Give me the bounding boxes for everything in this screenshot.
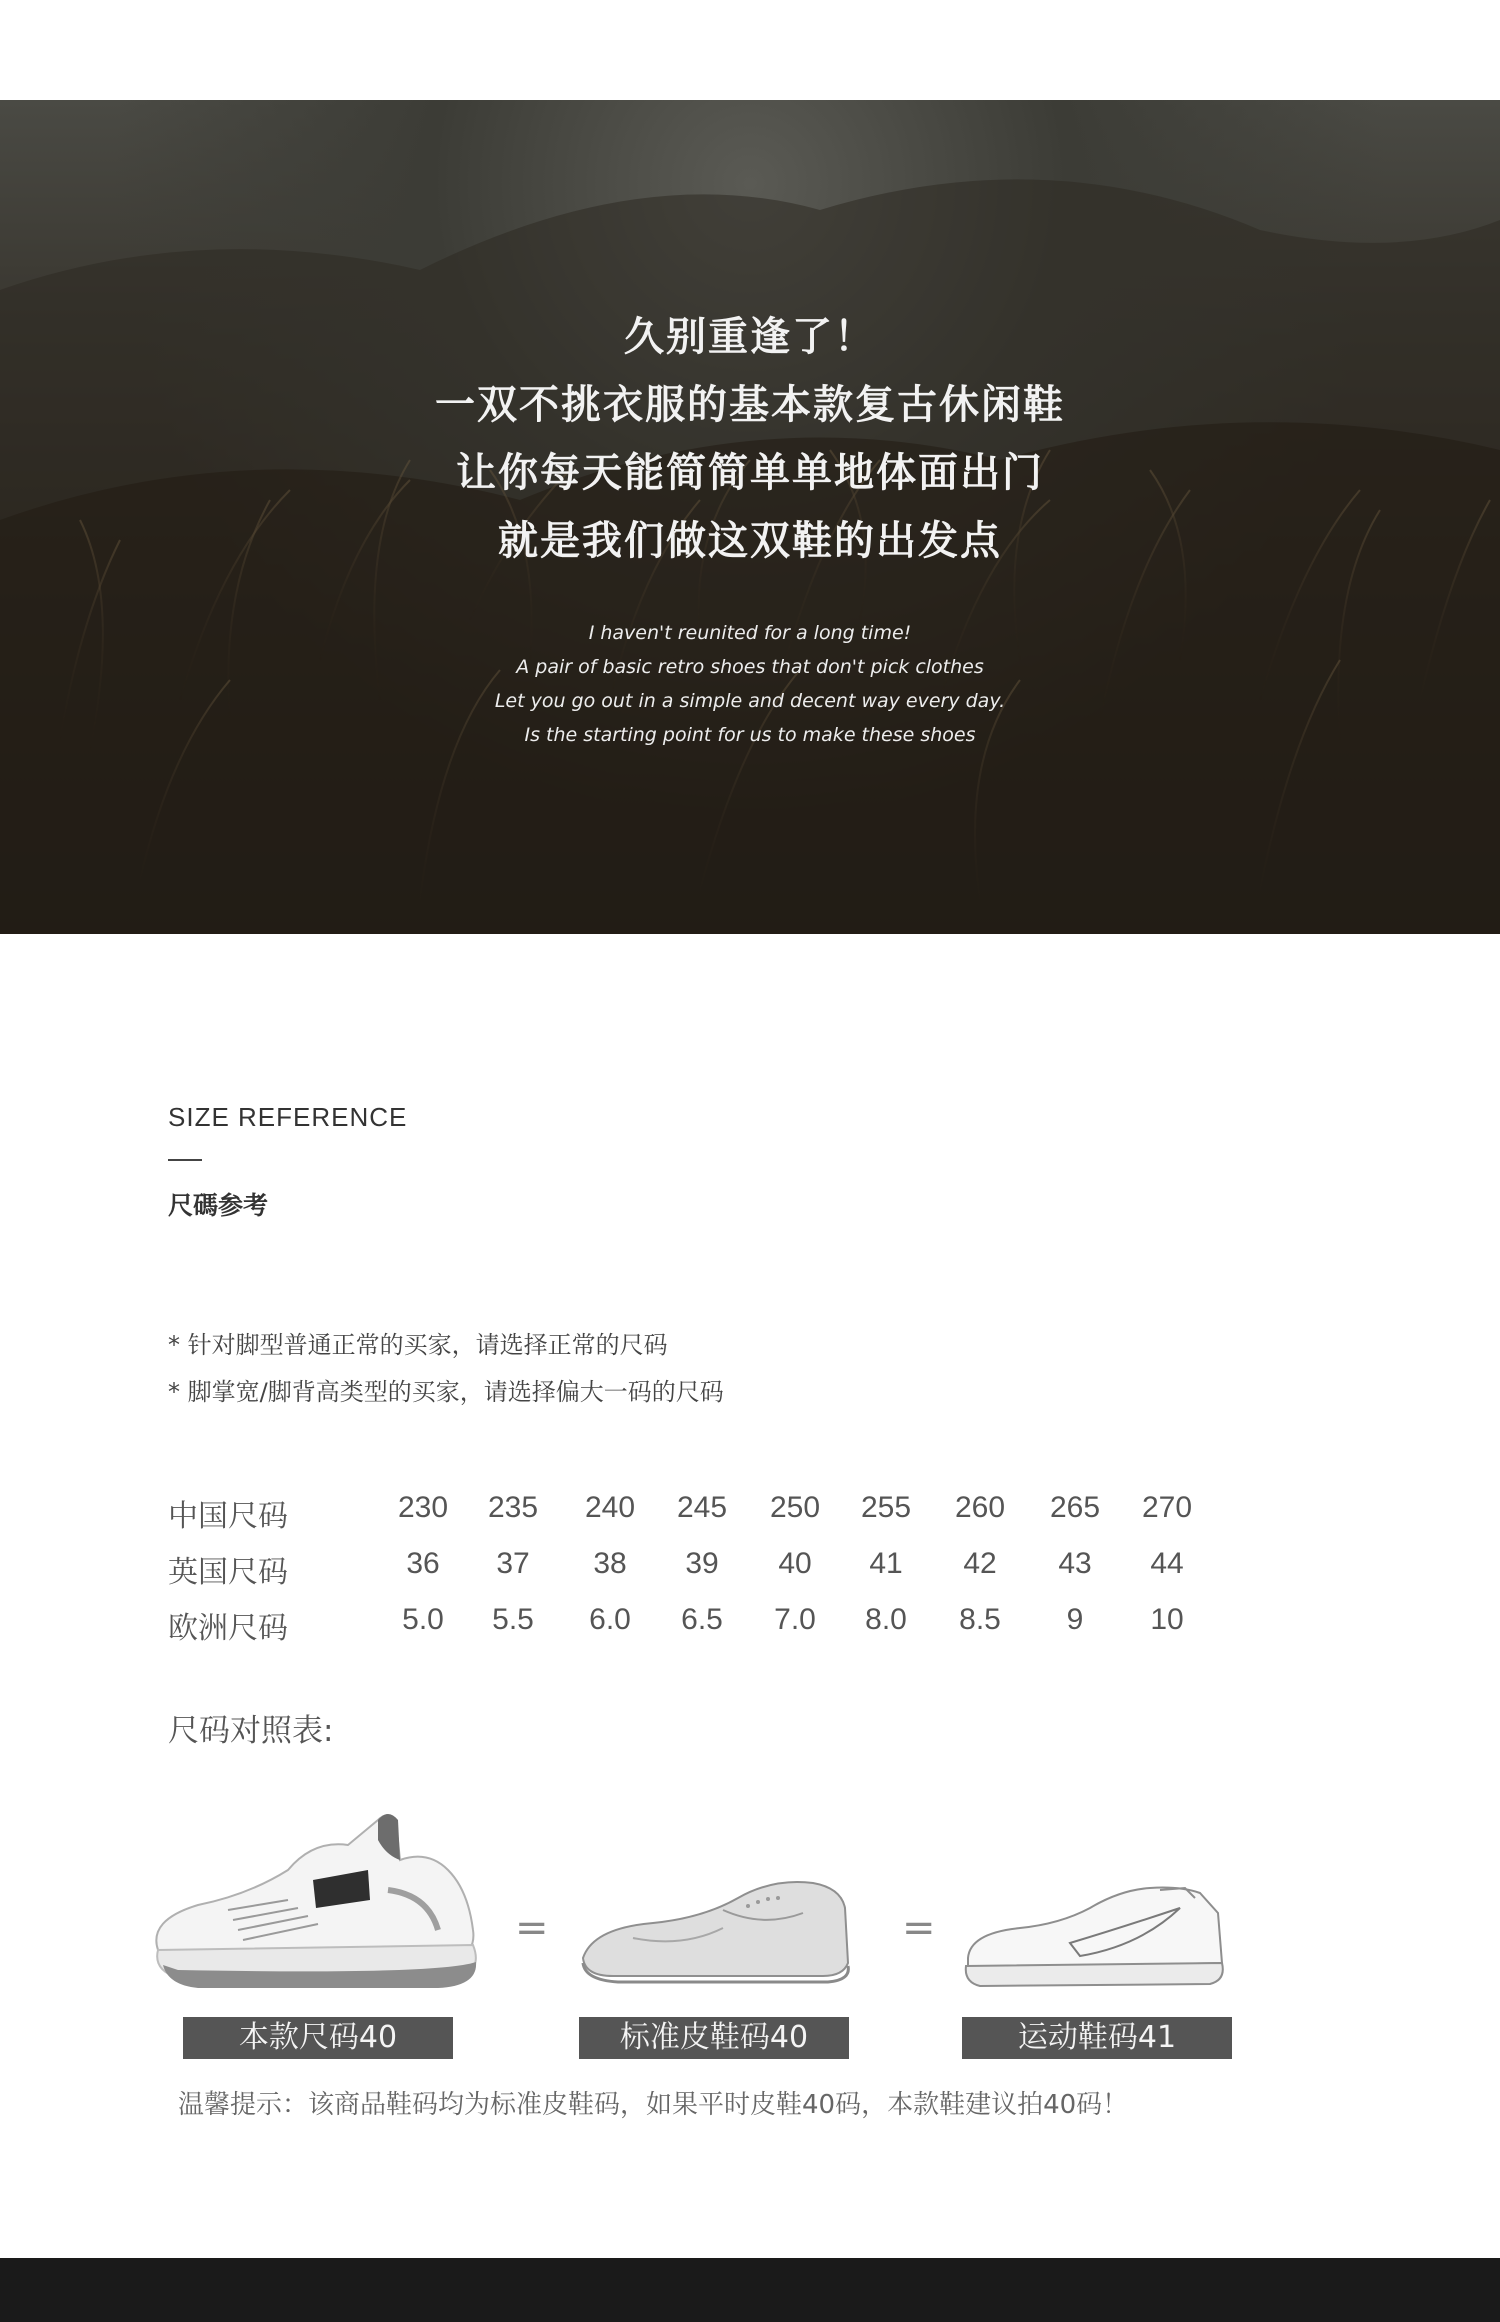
row-label: 英国尺码 xyxy=(168,1555,288,1590)
footer-bar xyxy=(0,2258,1500,2322)
size-cell: 250 xyxy=(769,1491,821,1524)
size-cell: 235 xyxy=(487,1491,539,1524)
size-cell: 41 xyxy=(869,1547,903,1580)
size-cell: 42 xyxy=(963,1547,997,1580)
size-comparison-title: 尺码对照表: xyxy=(168,1713,334,1749)
hero-en-line-1: I haven't reunited for a long time! xyxy=(588,622,912,644)
size-note-1: * 针对脚型普通正常的买家，请选择正常的尺码 xyxy=(168,1331,668,1359)
size-cell: 44 xyxy=(1150,1547,1184,1580)
hero-cn-line-2: 一双不挑衣服的基本款复古休闲鞋 xyxy=(435,382,1065,428)
row-label: 欧洲尺码 xyxy=(168,1611,288,1646)
size-cell: 8.0 xyxy=(865,1603,907,1636)
size-cell: 270 xyxy=(1141,1491,1193,1524)
size-tip: 温馨提示：该商品鞋码均为标准皮鞋码，如果平时皮鞋40码，本款鞋建议拍40码！ xyxy=(178,2090,1129,2120)
size-reference-title: SIZE REFERENCE xyxy=(168,1102,408,1132)
size-cell: 40 xyxy=(778,1547,812,1580)
title-divider xyxy=(168,1159,202,1161)
tag-leather-shoe-size: 标准皮鞋码40 xyxy=(579,2017,849,2059)
size-cell: 245 xyxy=(676,1491,728,1524)
size-cell: 10 xyxy=(1150,1603,1184,1636)
hero-cn-line-1: 久别重逢了！ xyxy=(624,314,876,360)
size-cell: 38 xyxy=(593,1547,627,1580)
tag-sports-shoe-size: 运动鞋码41 xyxy=(962,2017,1232,2059)
size-cell: 265 xyxy=(1049,1491,1101,1524)
size-cell: 43 xyxy=(1058,1547,1092,1580)
size-cell: 255 xyxy=(860,1491,912,1524)
hero-cn-line-3: 让你每天能简简单单地体面出门 xyxy=(456,450,1044,496)
size-cell: 5.5 xyxy=(492,1603,534,1636)
size-cell: 6.0 xyxy=(589,1603,631,1636)
equals-sign-1: = xyxy=(515,1905,549,1951)
product-sneaker-image xyxy=(138,1800,498,2000)
hero-banner xyxy=(0,100,1500,934)
tag-this-product-size: 本款尺码40 xyxy=(183,2017,453,2059)
hero-en-line-3: Let you go out in a simple and decent way every day. xyxy=(494,690,1006,712)
hero-en-line-2: A pair of basic retro shoes that don't pick clothes xyxy=(516,656,984,678)
size-cell: 260 xyxy=(954,1491,1006,1524)
equals-sign-2: = xyxy=(902,1905,936,1951)
hero-cn-line-4: 就是我们做这双鞋的出发点 xyxy=(498,518,1002,564)
size-cell: 5.0 xyxy=(402,1603,444,1636)
size-note-2: * 脚掌宽/脚背高类型的买家，请选择偏大一码的尺码 xyxy=(168,1378,724,1406)
size-cell: 230 xyxy=(397,1491,449,1524)
size-cell: 37 xyxy=(496,1547,530,1580)
leather-shoe-image xyxy=(573,1868,873,1998)
size-cell: 8.5 xyxy=(959,1603,1001,1636)
size-cell: 6.5 xyxy=(681,1603,723,1636)
row-label: 中国尺码 xyxy=(168,1499,288,1534)
size-cell: 240 xyxy=(584,1491,636,1524)
size-cell: 9 xyxy=(1066,1603,1084,1636)
size-reference-subtitle: 尺碼参考 xyxy=(168,1191,269,1220)
sports-shoe-image xyxy=(960,1868,1230,1998)
hero-en-line-4: Is the starting point for us to make these shoes xyxy=(524,724,976,746)
size-cell: 36 xyxy=(406,1547,440,1580)
size-cell: 7.0 xyxy=(774,1603,816,1636)
size-cell: 39 xyxy=(685,1547,719,1580)
